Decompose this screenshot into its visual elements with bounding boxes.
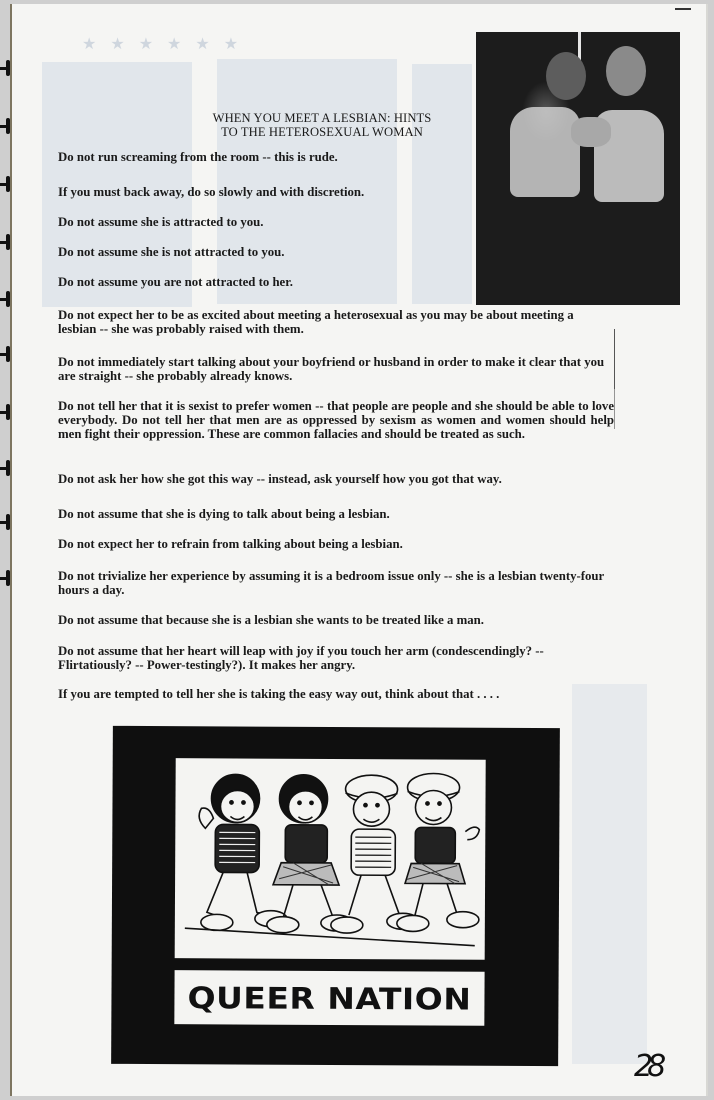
poster-caption: QUEER NATION <box>187 979 472 1017</box>
zine-page <box>10 4 708 1096</box>
margin-line <box>614 329 615 389</box>
star-decoration: ★★★★★★ <box>82 36 253 53</box>
photo-detail <box>606 46 646 96</box>
top-rule <box>675 8 691 10</box>
paragraph: Do not expect her to be as excited about meeting a heterosexual as you may be about meeting a lesbian -- she was probably raised with them. <box>58 308 574 336</box>
staple-binding <box>0 0 12 1100</box>
paragraph: Do not immediately start talking about your boyfriend or husband in order to make it clear that you are straight -- she probably already knows. <box>58 355 605 383</box>
title-line-1: WHEN YOU MEET A LESBIAN: HINTS <box>212 111 432 125</box>
margin-line <box>614 389 615 429</box>
binding-mark-icon <box>0 568 10 588</box>
article-title <box>172 111 472 139</box>
title-line-2: TO THE HETEROSEXUAL WOMAN <box>221 125 423 139</box>
queer-nation-poster <box>111 726 560 1066</box>
binding-mark-icon <box>0 232 10 252</box>
paragraph: Do not assume you are not attracted to her. <box>58 275 293 289</box>
background-panel <box>217 59 397 304</box>
poster-caption-band <box>174 970 484 1026</box>
cartoon-kids-icon <box>175 758 486 960</box>
paragraph: Do not tell her that it is sexist to prefer women -- that people are people and she should be able to love everybody. Do not tell her that men are as oppressed by sexism as women and women should help men fight their oppression. These are common fallacies and should be treated as such. <box>58 399 614 441</box>
photo-detail <box>546 52 586 100</box>
binding-mark-icon <box>0 116 10 136</box>
photo-detail <box>571 117 611 147</box>
binding-mark-icon <box>0 289 10 309</box>
paragraph: Do not trivialize her experience by assuming it is a bedroom issue only -- she is a lesbian twenty-four hours a day. <box>58 569 604 597</box>
binding-mark-icon <box>0 402 10 422</box>
paragraph: Do not assume that because she is a lesbian she wants to be treated like a man. <box>58 613 484 627</box>
binding-mark-icon <box>0 174 10 194</box>
photo-two-women <box>476 32 680 305</box>
page-number: 28 <box>634 1049 661 1084</box>
binding-mark-icon <box>0 512 10 532</box>
paragraph: If you must back away, do so slowly and with discretion. <box>58 185 365 199</box>
paragraph: Do not expect her to refrain from talking about being a lesbian. <box>58 537 403 551</box>
binding-mark-icon <box>0 458 10 478</box>
paragraph: Do not ask her how she got this way -- instead, ask yourself how you got that way. <box>58 472 502 486</box>
paragraph: Do not run screaming from the room -- this is rude. <box>58 150 338 164</box>
paragraph: Do not assume that she is dying to talk about being a lesbian. <box>58 507 390 521</box>
paragraph: Do not assume that her heart will leap with joy if you touch her arm (condescendingly? -- Flirtatiously? -- Power-testingly?). It makes her angry. <box>58 644 544 672</box>
binding-mark-icon <box>0 58 10 78</box>
background-panel <box>572 684 647 1064</box>
cartoon-kids-illustration <box>175 758 486 960</box>
paragraph: Do not assume she is not attracted to you. <box>58 245 285 259</box>
binding-mark-icon <box>0 344 10 364</box>
paragraph: If you are tempted to tell her she is taking the easy way out, think about that . . . . <box>58 687 500 701</box>
background-panel <box>412 64 472 304</box>
paragraph: Do not assume she is attracted to you. <box>58 215 264 229</box>
